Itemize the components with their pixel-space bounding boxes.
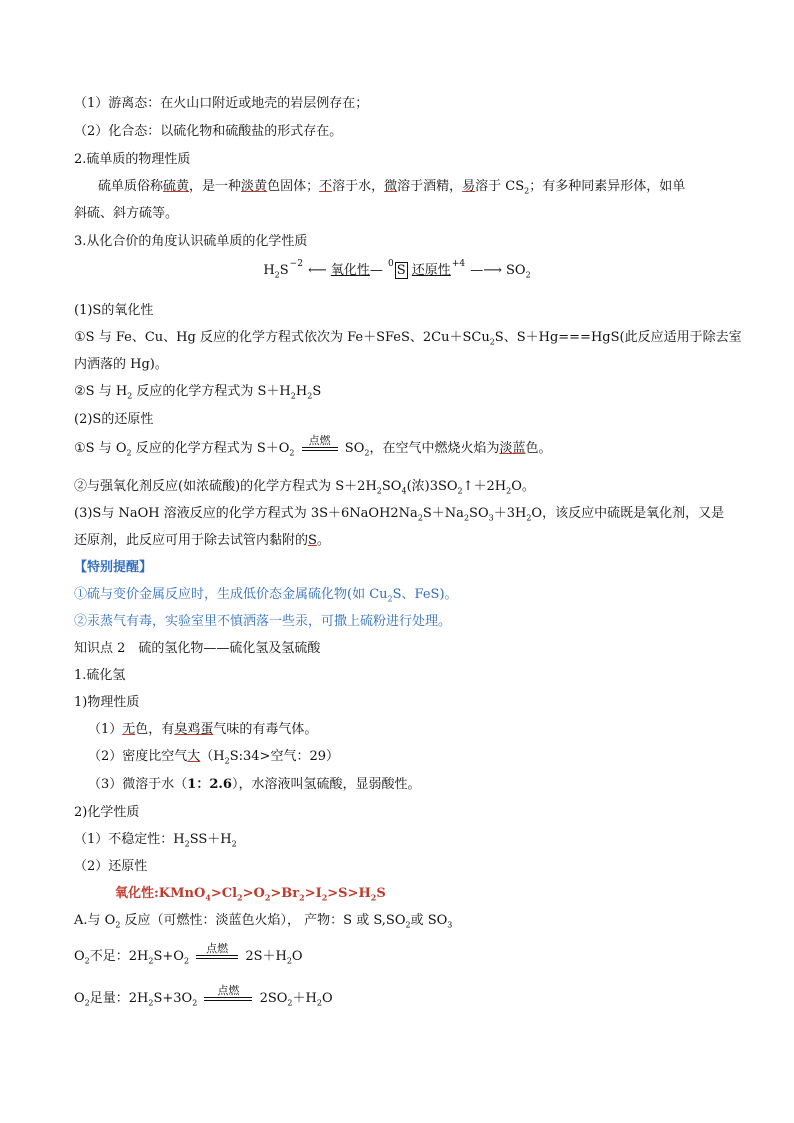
heading-physical-properties: 2.硫单质的物理性质: [74, 152, 191, 167]
line-h2s-color-odor: （1）无色，有臭鸡蛋气味的有毒气体。: [88, 722, 318, 737]
line-instability: （1）不稳定性：$H_2SS+H_2$: [74, 832, 237, 849]
line-o2-sufficient: $O_2$足量：$2H_2S+3O_2$ 点燃 $2SO_2+H_2O$: [74, 983, 333, 1008]
heading-h2s: 1.硫化氢: [74, 668, 126, 683]
line-h2-reaction: ②S 与 $H_2$ 反应的化学方程式为 $S+H_2H_2S$: [74, 384, 322, 401]
line-combined-state: （2）化合态：以硫化物和硫酸盐的形式存在。: [74, 124, 343, 139]
paragraph-physical-1: 硫单质俗称硫黄，是一种淡黄色固体；不溶于水，微溶于酒精，易溶于 $CS_2$；有多种同素异形体，如单: [98, 179, 686, 196]
line-acid-reaction: ②与强氧化剂反应(如浓硫酸)的化学方程式为 $S+2H_2SO_4$(浓)$3SO_2↑+2H_2O$。: [74, 479, 535, 496]
heading-oxidizing: (1)S的氧化性: [74, 303, 154, 318]
tip-line-1: ①硫与变价金属反应时，生成低价态金属硫化物(如 $Cu_2S$、FeS)。: [74, 587, 458, 604]
reducing-label: 还原性: [411, 263, 451, 278]
valence-diagram: $H_2S^{-2}$ ⟵ 氧化性— $^0$ S 还原性$^{+4}$ —⟶ $SO_2$: [263, 259, 531, 280]
line-naoh-reaction-2: 还原剂，此反应可用于除去试管内黏附的S。: [74, 533, 330, 548]
line-h2s-density: （2）密度比空气大（$H_2S:34>$空气：29）: [88, 749, 339, 766]
line-h2s-solubility: （3）微溶于水（1：2.6），水溶液叫氢硫酸，显弱酸性。: [88, 777, 421, 792]
left-arrow: ⟵: [308, 263, 327, 278]
line-o2-combustion: A.与 $O_2$ 反应（可燃性：淡蓝色火焰）， 产物：S 或 $S,SO_2$或 $SO_3$: [74, 913, 453, 930]
line-metal-reactions-2: 内洒落的 Hg)。: [74, 357, 168, 372]
heading-chemical-properties: 3.从化合价的角度认识硫单质的化学性质: [74, 234, 308, 249]
line-naoh-reaction: (3)S与 NaOH 溶液反应的化学方程式为 $3S+6NaOH2Na_2S+Na_2SO_3+3H_2O$，该反应中硫既是氧化剂，又是: [74, 506, 725, 523]
tip-line-2: ②汞蒸气有毒，实验室里不慎洒落一些汞，可撒上硫粉进行处理。: [74, 614, 452, 629]
line-metal-reactions: ①S 与 Fe、Cu、Hg 反应的化学方程式依次为 Fe＋SFeS、2Cu＋SCu$_2$S、S＋Hg===HgS(此反应适用于除去室: [74, 330, 742, 347]
heading-knowledge-point-2: 知识点 2 硫的氢化物——硫化氢及氢硫酸: [74, 641, 321, 656]
heading-h2s-chemical: 2)化学性质: [74, 805, 140, 820]
line-o2-insufficient: $O_2$不足：$2H_2S+O_2$ 点燃 $2S+H_2O$: [74, 941, 303, 966]
tip-title: 【特别提醒】: [74, 560, 153, 575]
sulfur-box: S: [396, 263, 406, 278]
line-o2-reaction: ①S 与 $O_2$ 反应的化学方程式为 $S+O_2$ 点燃 $SO_2$，在空气中燃烧火焰为淡蓝色。: [74, 433, 552, 458]
heading-h2s-physical: 1)物理性质: [74, 695, 140, 710]
line-reducibility: （2）还原性: [74, 859, 148, 874]
right-arrow: —⟶: [470, 263, 502, 278]
line-free-state: （1）游离态：在火山口附近或地壳的岩层例存在；: [74, 96, 369, 111]
heading-reducing: (2)S的还原性: [74, 412, 154, 427]
ignite-condition-2: 点燃: [196, 943, 238, 959]
ignite-condition: 点燃: [302, 435, 338, 451]
oxidizing-label: 氧化性: [330, 263, 370, 278]
ignite-condition-3: 点燃: [204, 985, 252, 1001]
oxidizing-order: 氧化性$:KMnO_4>Cl_2>O_2>Br_2>I_2>S>H_2S$: [115, 886, 386, 903]
paragraph-physical-2: 斜硫、斜方硫等。: [74, 206, 179, 221]
